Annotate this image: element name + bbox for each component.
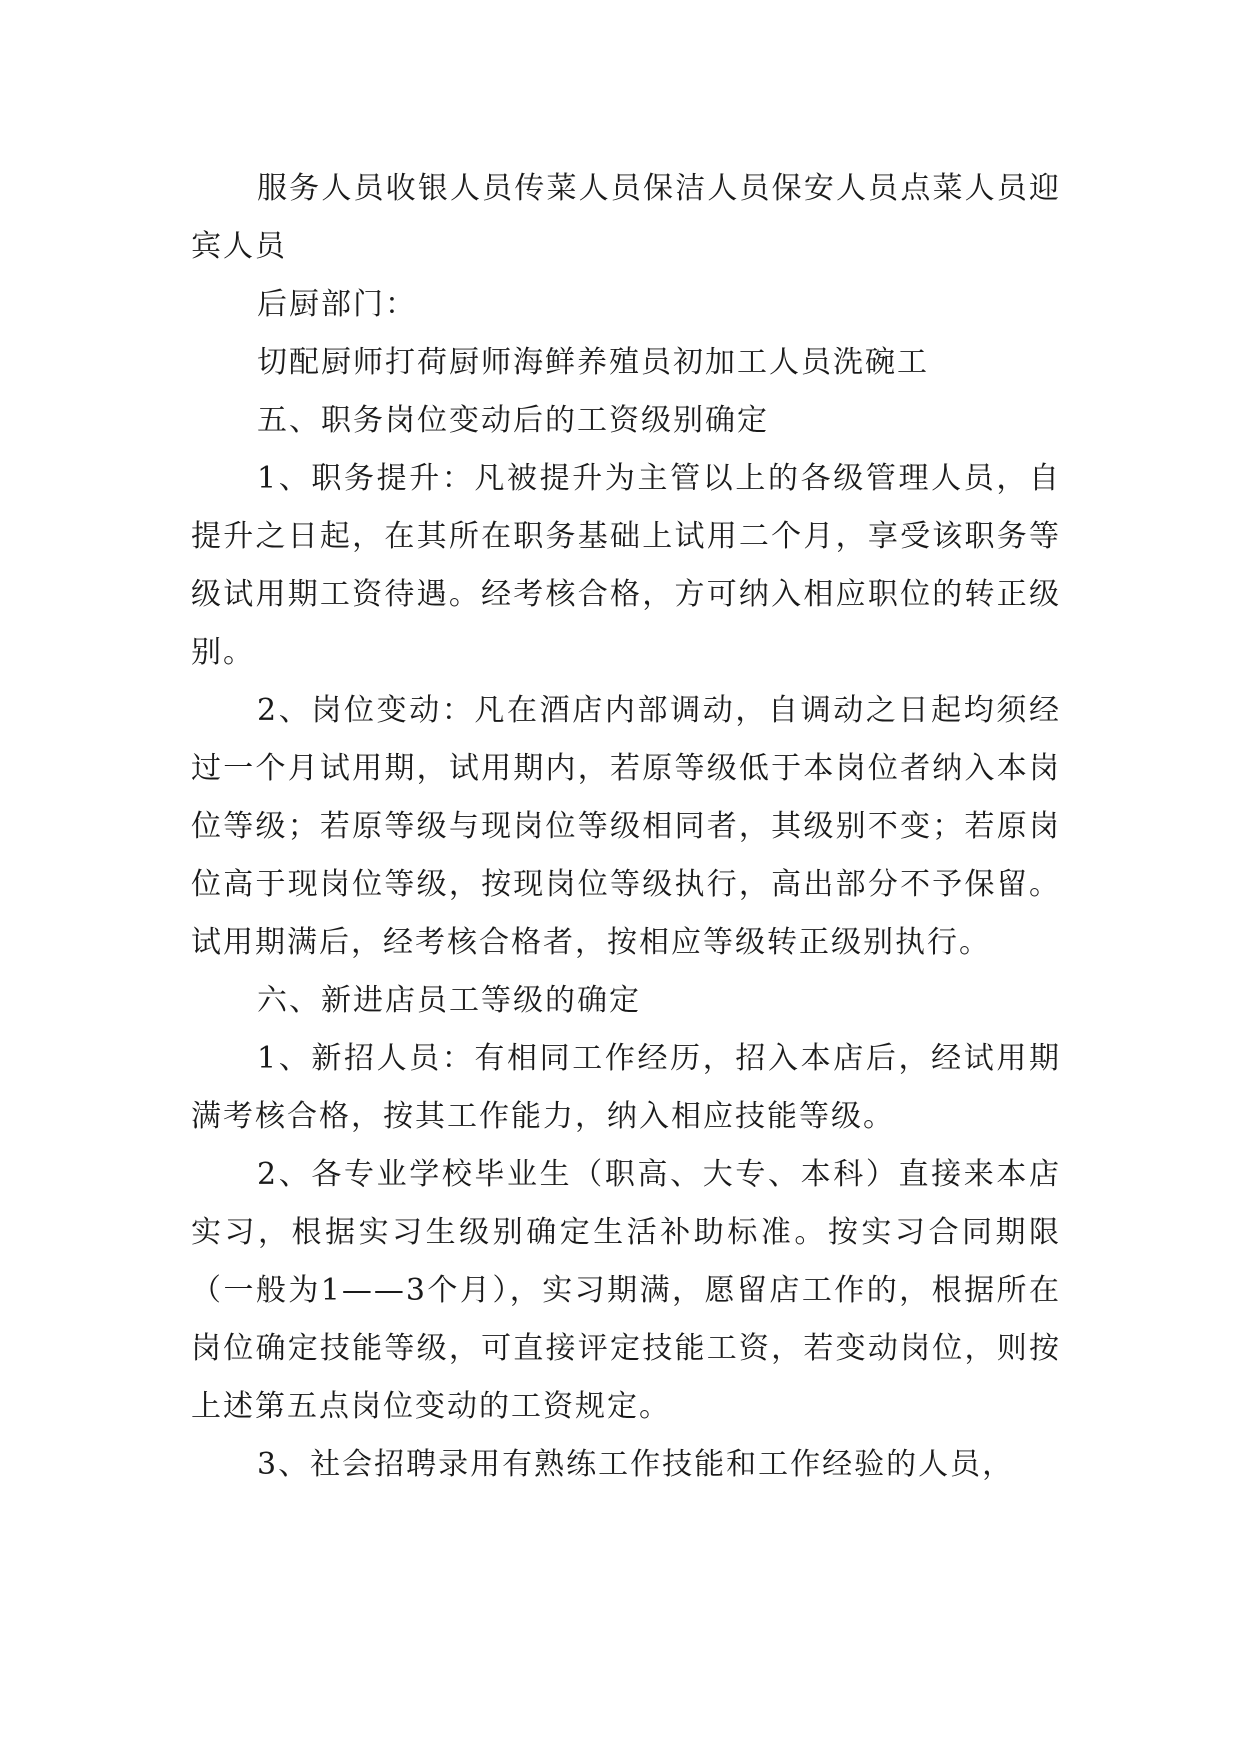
promotion-paragraph: 1、职务提升：凡被提升为主管以上的各级管理人员，自提升之日起，在其所在职务基础上试用二个月，享受该职务等级试用期工资待遇。经考核合格，方可纳入相应职位的转正级别。 [191,461,1061,670]
section-six-heading: 六、新进店员工等级的确定 [257,983,641,1018]
staff-list-paragraph: 服务人员收银人员传菜人员保洁人员保安人员点菜人员迎宾人员 [191,171,1061,264]
social-recruitment-paragraph: 3、社会招聘录用有熟练工作技能和工作经验的人员， [257,1447,1015,1482]
graduate-paragraph: 2、各专业学校毕业生（职高、大专、本科）直接来本店实习，根据实习生级别确定生活补助标准。按实习合同期限（一般为1——3个月），实习期满，愿留店工作的，根据所在岗位确定技能等级，可直接评定技能工资，若变动岗位，则按上述第五点岗位变动的工资规定。 [191,1157,1061,1424]
kitchen-staff-list-paragraph: 切配厨师打荷厨师海鲜养殖员初加工人员洗碗工 [257,345,929,380]
kitchen-department-heading: 后厨部门： [257,287,417,322]
new-hire-paragraph: 1、新招人员：有相同工作经历，招入本店后，经试用期满考核合格，按其工作能力，纳入相应技能等级。 [191,1041,1061,1134]
transfer-paragraph: 2、岗位变动：凡在酒店内部调动，自调动之日起均须经过一个月试用期，试用期内，若原等级低于本岗位者纳入本岗位等级；若原等级与现岗位等级相同者，其级别不变；若原岗位高于现岗位等级，按现岗位等级执行，高出部分不予保留。试用期满后，经考核合格者，按相应等级转正级别执行。 [191,693,1061,960]
section-five-heading: 五、职务岗位变动后的工资级别确定 [257,403,769,438]
document-page [191,160,1061,1494]
